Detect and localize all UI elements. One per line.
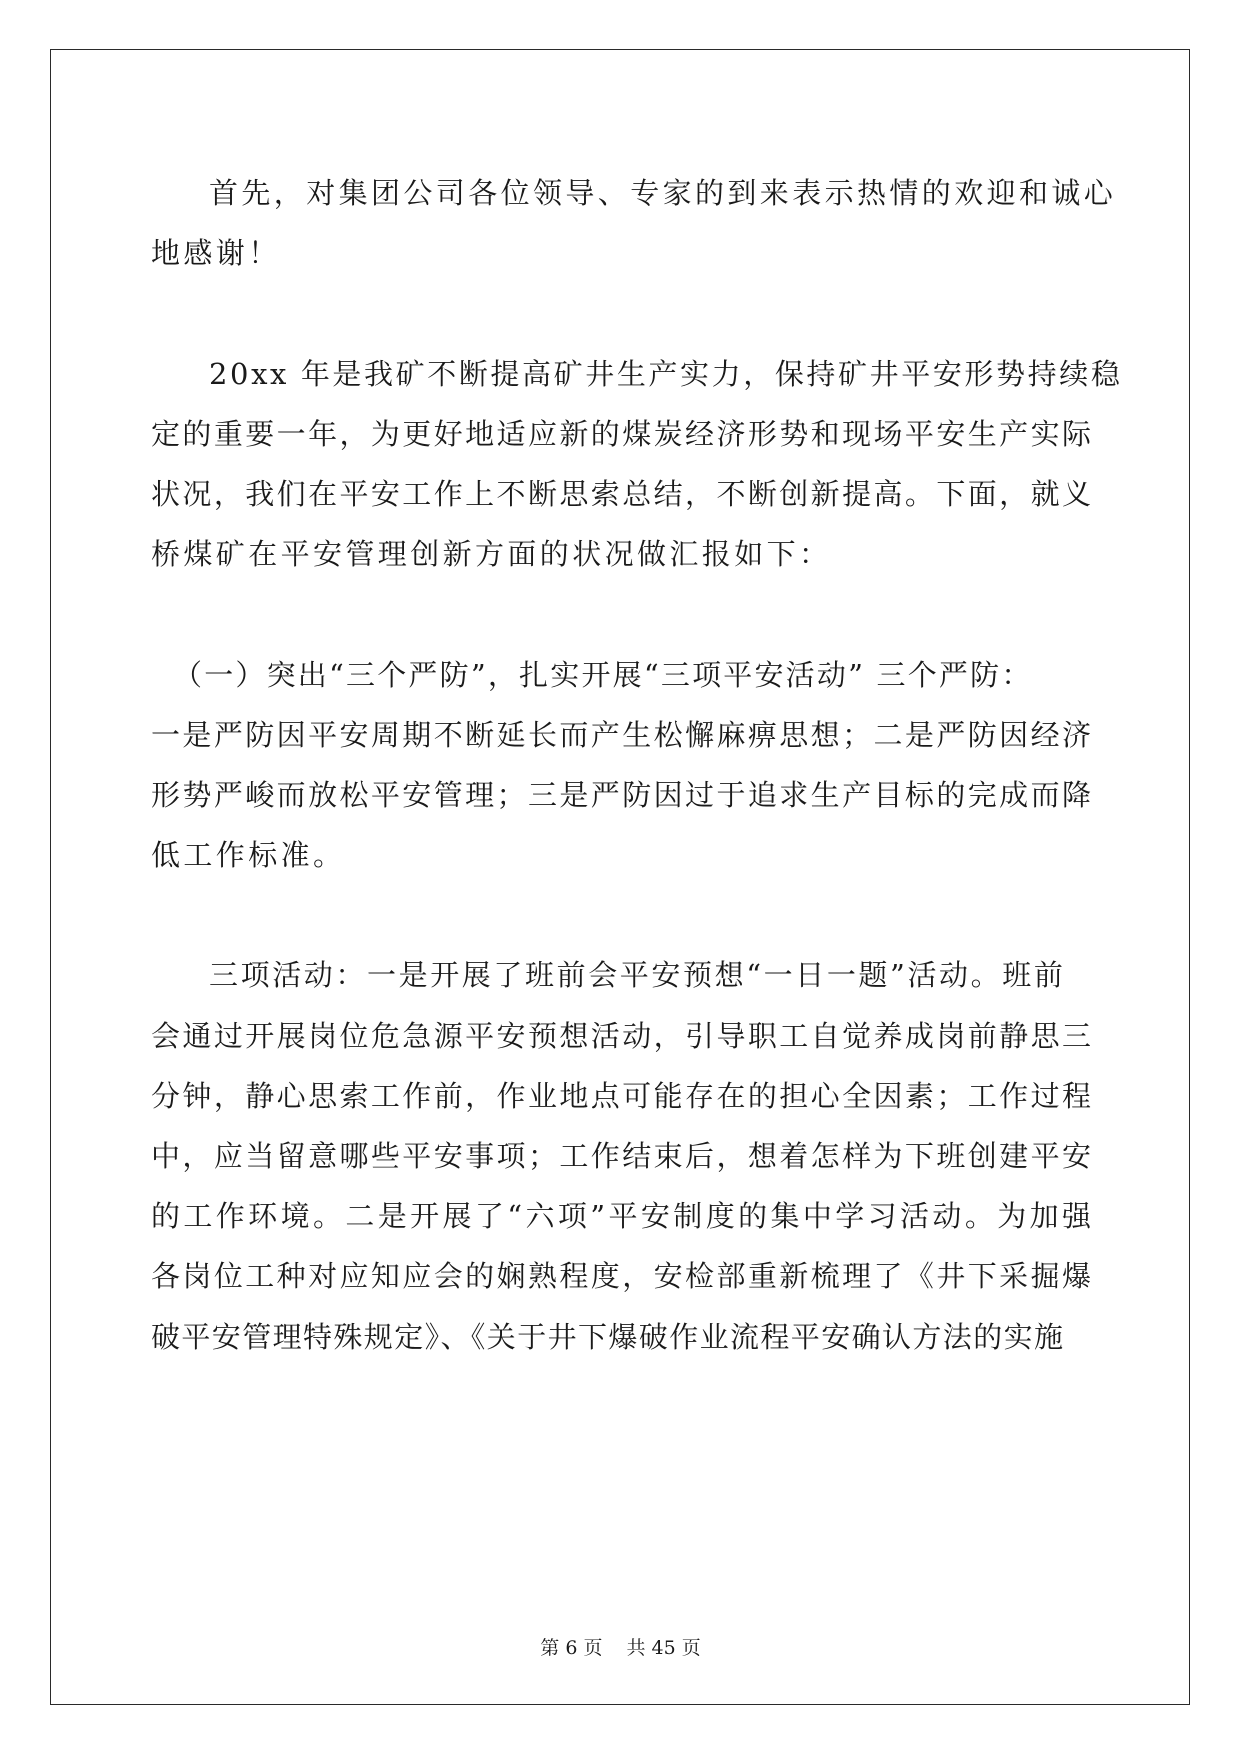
paragraph-line: 形势严峻而放松平安管理；三是严防因过于追求生产目标的完成而降 [151, 777, 1091, 812]
paragraph-line: 三项活动：一是开展了班前会平安预想“一日一题”活动。班前 [209, 958, 1066, 993]
page-footer [0, 1636, 1241, 1660]
paragraph-line: 破平安管理特殊规定》、《关于井下爆破作业流程平安确认方法的实施 [151, 1319, 1065, 1354]
paragraph-line: 20xx 年是我矿不断提高矿井生产实力，保持矿井平安形势持续稳 [209, 356, 1123, 391]
paragraph-line: 首先，对集团公司各位领导、专家的到来表示热情的欢迎和诚心 [209, 176, 1117, 210]
paragraph-line: 中，应当留意哪些平安事项；工作结束后，想着怎样为下班创建平安 [151, 1139, 1091, 1173]
paragraph-line: 各岗位工种对应知应会的娴熟程度，安检部重新梳理了《井下采掘爆 [151, 1259, 1091, 1294]
paragraph-line: 状况，我们在平安工作上不断思索总结，不断创新提高。下面，就义 [151, 476, 1091, 511]
blank-line [151, 283, 1091, 343]
paragraph-line: 低工作标准。 [151, 838, 346, 873]
page-number: 第 6 页 [540, 1637, 603, 1659]
paragraph-line: 地感谢！ [151, 236, 281, 271]
paragraph-line: 会通过开展岗位危急源平安预想活动，引导职工自觉养成岗前静思三 [151, 1018, 1091, 1053]
paragraph-line: 一是严防因平安周期不断延长而产生松懈麻痹思想；二是严防因经济 [151, 717, 1091, 752]
paragraph-line: 定的重要一年，为更好地适应新的煤炭经济形势和现场平安生产实际 [151, 416, 1091, 451]
paragraph-line: 分钟，静心思索工作前，作业地点可能存在的担心全因素；工作过程 [151, 1078, 1091, 1113]
blank-line [151, 584, 1091, 644]
paragraph-line: （一）突出“三个严防”，扎实开展“三项平安活动” 三个严防： [173, 657, 1033, 692]
paragraph-line: 的工作环境。二是开展了“六项”平安制度的集中学习活动。为加强 [151, 1199, 1091, 1234]
paragraph-line: 桥煤矿在平安管理创新方面的状况做汇报如下： [151, 537, 832, 572]
blank-line [151, 885, 1091, 945]
page-total: 共 45 页 [626, 1637, 701, 1659]
document-body [151, 163, 1123, 1367]
